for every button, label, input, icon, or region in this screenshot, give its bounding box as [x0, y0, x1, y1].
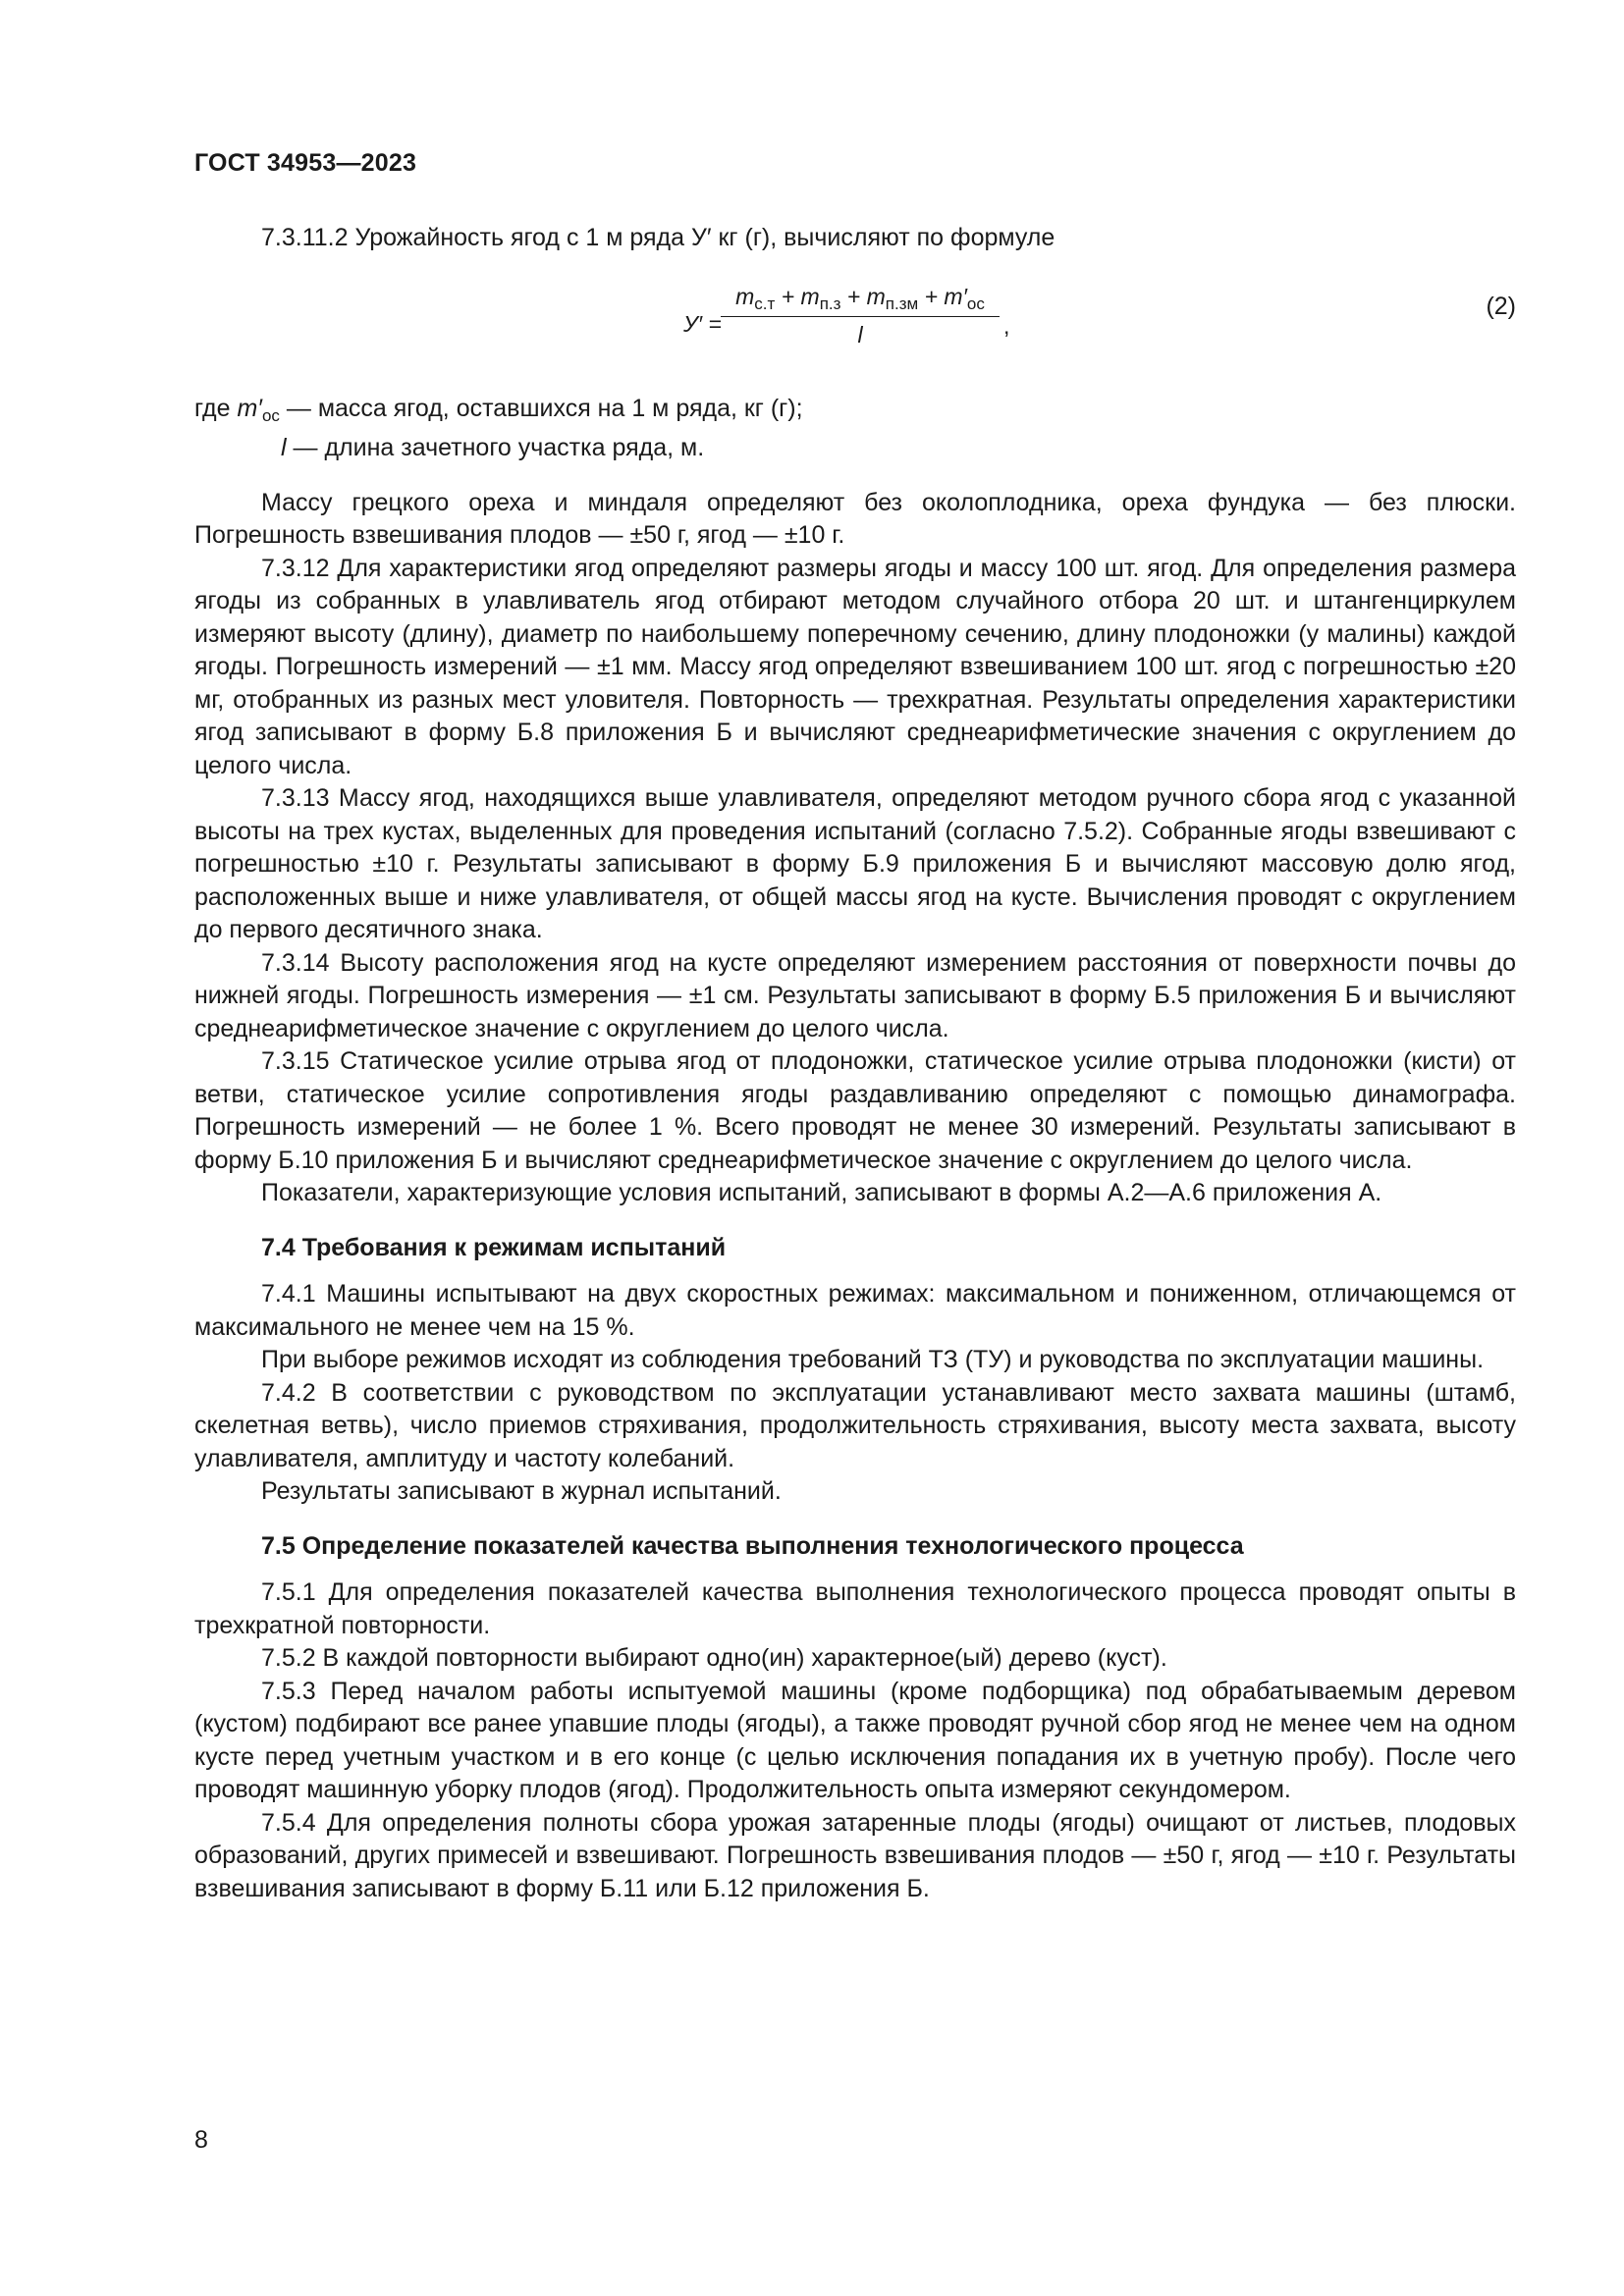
term-m4: + m′: [918, 283, 967, 309]
term-m3: + m: [840, 283, 886, 309]
where-line-2: [194, 432, 1516, 465]
document-header: ГОСТ 34953—2023: [194, 149, 417, 177]
sub-os: ос: [966, 294, 985, 313]
paragraph-7-3-13: 7.3.13 Массу ягод, находящихся выше улавливателя, определяют методом ручного сбора ягод с указанной высоты на трех кустах, выделенных для проведения испытаний (согласно 7.5.2). Собранные ягоды взвешивают с погрешностью ±10 г. Результаты записывают в форму Б.9 приложения Б и вычисляют массовую долю ягод, расположенных выше и ниже улавливателя, от общей массы ягод на кусте. Вычисления проводят с округлением до первого десятичного знака.: [194, 784, 1516, 943]
sub-pz: п.з: [819, 294, 841, 313]
where-text-2: — длина зачетного участка ряда, м.: [286, 434, 705, 461]
formula-fraction: [719, 277, 1001, 352]
where-sub-1: ос: [261, 405, 280, 425]
paragraph-7-3-14: 7.3.14 Высоту расположения ягод на кусте определяют измерением расстояния от поверхности почвы до нижней ягоды. Погрешность измерения — ±1 см. Результаты записывают в форму Б.5 приложения Б и вычисляют среднеарифметическое значение с округлением до целого числа.: [194, 948, 1516, 1042]
sub-ct: с.т: [754, 294, 776, 313]
where-symbol-2: l: [281, 434, 287, 461]
paragraph-modes: При выборе режимов исходят из соблюдения требований ТЗ (ТУ) и руководства по эксплуатации машины.: [261, 1346, 1485, 1373]
paragraph-nut-mass: Массу грецкого ореха и миндаля определяют без околоплодника, ореха фундука — без плюски. Погрешность взвешивания плодов — ±50 г, ягод — ±10 г.: [194, 488, 1516, 549]
document-body: [194, 222, 1516, 1905]
formula-comma: ,: [1003, 312, 1010, 339]
paragraph-7-4-1: 7.4.1 Машины испытывают на двух скоростных режимах: максимальном и пониженном, отличающемся от максимального не менее чем на 15 %.: [194, 1280, 1516, 1341]
where-prefix: где: [194, 394, 238, 422]
paragraph-7-3-12: 7.3.12 Для характеристики ягод определяют размеры ягоды и массу 100 шт. ягод. Для определения размера ягоды из собранных в улавливатель ягод отбирают методом случайного отбора 20 шт. и штангенциркулем измеряют высоту (длину), диаметр по наибольшему поперечному сечению, длину плодоножки (у малины) каждой ягоды. Погрешность измерений — ±1 мм. Массу ягод определяют взвешиванием 100 шт. ягод с погрешностью ±20 мг, отобранных из разных мест уловителя. Повторность — трехкратная. Результаты определения характеристики ягод записывают в форму Б.8 приложения Б и вычисляют среднеарифметические значения с округлением до целого числа.: [194, 554, 1516, 779]
paragraph-7-5-4: 7.5.4 Для определения полноты сбора урожая затаренные плоды (ягоды) очищают от листьев, плодовых образований, других примесей и взвешивают. Погрешность взвешивания плодов — ±50 г, ягод — ±10 г. Результаты взвешивания записывают в форму Б.11 или Б.12 приложения Б.: [194, 1808, 1516, 1902]
section-heading-7-5: 7.5 Определение показателей качества выполнения технологического процесса: [261, 1531, 1244, 1560]
sub-pzm: п.зм: [885, 294, 919, 313]
paragraph-7-5-1: 7.5.1 Для определения показателей качества выполнения технологического процесса проводят опыты в трехкратной повторности.: [194, 1578, 1516, 1639]
paragraph-7-4-2: 7.4.2 В соответствии с руководством по эксплуатации устанавливают место захвата машины (штамб, скелетная ветвь), число приемов стряхивания, продолжительность стряхивания, высоту места захвата, высоту улавливателя, амплитуду и частоту колебаний.: [194, 1378, 1516, 1472]
formula-lhs: У′ =: [683, 310, 722, 337]
page-number: 8: [194, 2126, 208, 2154]
equation-number: (2): [1486, 292, 1516, 320]
paragraph-conditions: Показатели, характеризующие условия испытаний, записывают в формы А.2—А.6 приложения А.: [261, 1179, 1382, 1206]
section-heading-7-4: 7.4 Требования к режимам испытаний: [261, 1233, 727, 1261]
paragraph-7-5-3: 7.5.3 Перед началом работы испытуемой машины (кроме подборщика) под обрабатываемым деревом (кустом) подбирают все ранее упавшие плоды (ягоды), а также проводят ручной сбор ягод не менее чем на одном кусте перед учетным участком и в его конце (с целью исключения попадания их в учетную пробу). После чего проводят машинную уборку плодов (ягод). Продолжительность опыта измеряют секундомером.: [194, 1677, 1516, 1803]
formula-block: [194, 277, 1516, 387]
paragraph-7-3-15: 7.3.15 Статическое усилие отрыва ягод от плодоножки, статическое усилие отрыва плодоножки (кисти) от ветви, статическое усилие сопротивления ягоды раздавливанию определяют с помощью динамографа. Погрешность измерений — не более 1 %. Всего проводят не менее 30 измерений. Результаты записывают в форму Б.10 приложения Б и вычисляют среднеарифметическое значение с округлением до целого числа.: [194, 1047, 1516, 1174]
where-text-1: — масса ягод, оставшихся на 1 м ряда, кг (г);: [279, 394, 803, 422]
term-m2: + m: [775, 283, 820, 309]
paragraph-results-journal: Результаты записывают в журнал испытаний.: [261, 1477, 782, 1505]
formula-intro: 7.3.11.2 Урожайность ягод с 1 м ряда У′ кг (г), вычисляют по формуле: [261, 224, 1056, 251]
term-m1: m: [735, 283, 755, 309]
where-line-1: [194, 393, 1516, 433]
paragraph-7-5-2: 7.5.2 В каждой повторности выбирают одно(ин) характерное(ый) дерево (куст).: [261, 1644, 1167, 1672]
formula-denominator: l: [857, 321, 863, 347]
formula-where: [194, 393, 1516, 465]
formula-numerator: [719, 277, 1001, 316]
where-symbol-1: m′: [237, 394, 262, 422]
